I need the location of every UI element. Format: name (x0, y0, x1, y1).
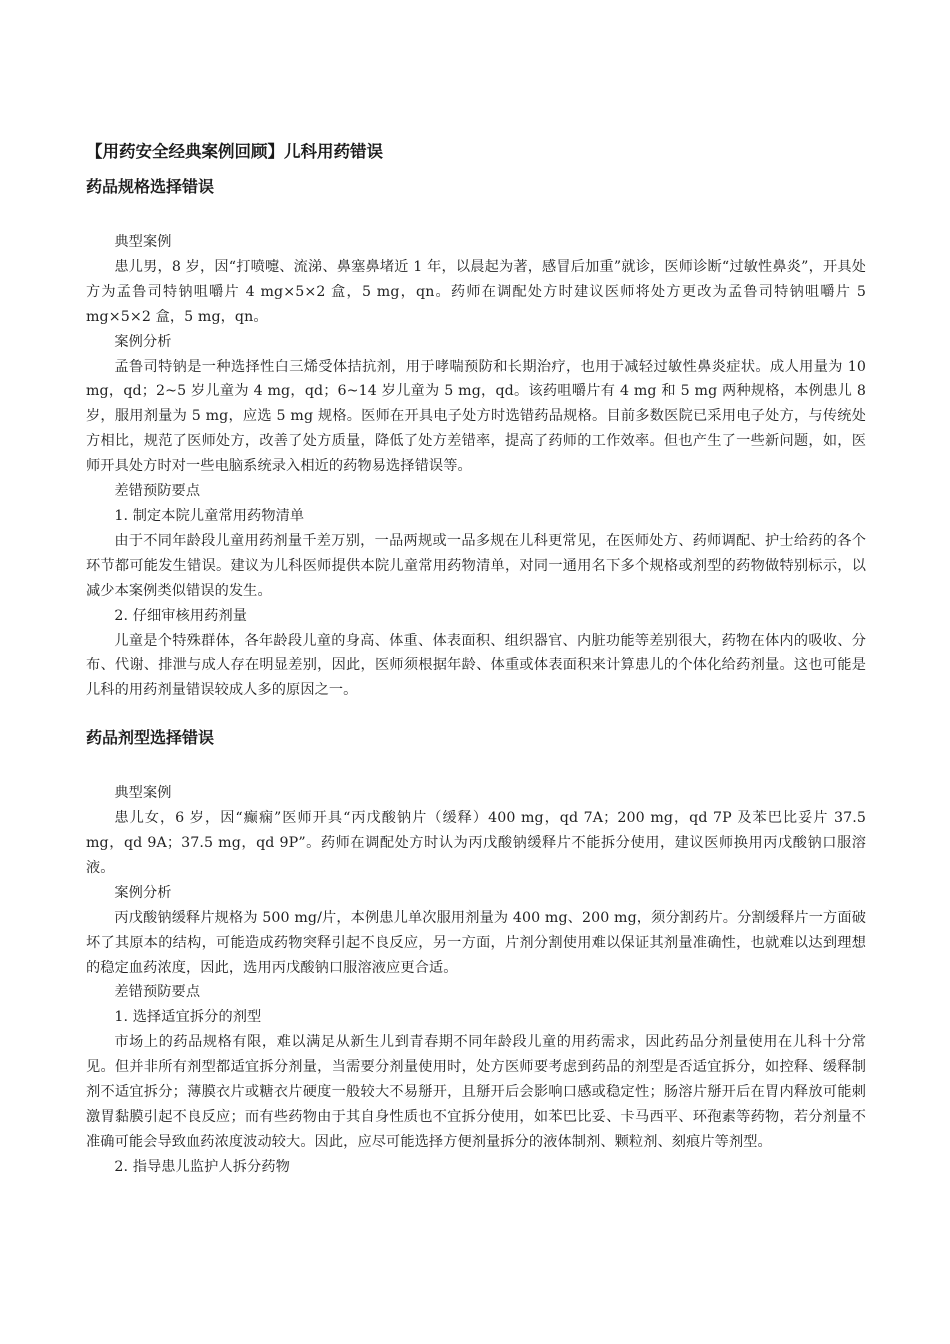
analysis-text: 丙戊酸钠缓释片规格为 500 mg/片，本例患儿单次服用剂量为 400 mg、200 mg，须分割药片。分割缓释片一方面破坏了其原本的结构，可能造成药物突释引起不良反应，另一方面，片剂分割使用难以保证其剂量准确性，也就难以达到理想的稳定血药浓度，因此，选用丙戊酸钠口服溶液应更合适。 (86, 909, 866, 976)
point-title: 1. 制定本院儿童常用药物清单 (114, 507, 305, 524)
analysis-text: 孟鲁司特钠是一种选择性白三烯受体拮抗剂，用于哮喘预防和长期治疗，也用于减轻过敏性鼻炎症状。成人用量为 10 mg，qd；2~5 岁儿童为 4 mg，qd；6~14 岁儿童为 5 mg，qd。该药咀嚼片有 4 mg 和 5 mg 两种规格，本例患儿 8 岁，服用剂量为 5 mg，应选 5 mg 规格。医师在开具电子处方时选错药品规格。目前多数医院已采用电子处方，与传统处方相比，规范了医师处方，改善了处方质量，降低了处方差错率，提高了药师的工作效率。但也产生了一些新问题，如，医师开具处方时对一些电脑系统录入相近的药物易选择错误等。 (86, 358, 866, 475)
point-text: 儿童是个特殊群体，各年龄段儿童的身高、体重、体表面积、组织器官、内脏功能等差别很大，药物在体内的吸收、分布、代谢、排泄与成人存在明显差别，因此，医师须根据年龄、体重或体表面积来计算患儿的个体化给药剂量。这也可能是儿科的用药剂量错误较成人多的原因之一。 (86, 632, 866, 699)
point-title: 2. 指导患儿监护人拆分药物 (114, 1158, 290, 1175)
point-title: 2. 仔细审核用药剂量 (114, 607, 248, 624)
section-title: 药品剂型选择错误 (86, 728, 215, 748)
section-spec-error (86, 174, 866, 703)
case-text: 患儿男，8 岁，因“打喷嚏、流涕、鼻塞鼻堵近 1 年，以晨起为著，感冒后加重”就诊，医师诊断“过敏性鼻炎”，开具处方为孟鲁司特钠咀嚼片 4 mg×5×2 盒，5 mg，qn。药师在调配处方时建议医师将处方更改为孟鲁司特钠咀嚼片 5 mg×5×2 盒，5 mg，qn。 (86, 258, 866, 325)
point-title: 1. 选择适宜拆分的剂型 (114, 1009, 262, 1026)
document-title: 【用药安全经典案例回顾】儿科用药错误 (86, 142, 383, 161)
case-text: 患儿女，6 岁，因“癫痫”医师开具“丙戊酸钠片（缓释）400 mg，qd 7A；200 mg，qd 7P 及苯巴比妥片 37.5 mg，qd 9A；37.5 mg，qd 9P”。药师在调配处方时认为丙戊酸钠缓释片不能拆分使用，建议医师换用丙戊酸钠口服溶液。 (86, 810, 866, 876)
case-label: 典型案例 (114, 234, 172, 250)
case-label: 典型案例 (114, 785, 172, 802)
prevention-label: 差错预防要点 (114, 483, 201, 500)
analysis-label: 案例分析 (114, 333, 172, 350)
section-dosage-form-error (86, 725, 866, 1180)
analysis-label: 案例分析 (114, 884, 172, 901)
point-text: 由于不同年龄段儿童用药剂量千差万别，一品两规或一品多规在儿科更常见，在医师处方、药师调配、护士给药的各个环节都可能发生错误。建议为儿科医师提供本院儿童常用药物清单，对同一通用名下多个规格或剂型的药物做特别标示，以减少本案例类似错误的发生。 (86, 532, 866, 599)
document-page (86, 138, 866, 1180)
point-text: 市场上的药品规格有限，难以满足从新生儿到青春期不同年龄段儿童的用药需求，因此药品分剂量使用在儿科十分常见。但并非所有剂型都适宜拆分剂量，当需要分剂量使用时，处方医师要考虑到药品的剂型是否适宜拆分，如控释、缓释制剂不适宜拆分；薄膜衣片或糖衣片硬度一般较大不易掰开，且掰开后会影响口感或稳定性；肠溶片掰开后在胃内释放可能刺激胃黏膜引起不良反应；而有些药物由于其自身性质也不宜拆分使用，如苯巴比妥、卡马西平、环孢素等药物，若分剂量不准确可能会导致血药浓度波动较大。因此，应尽可能选择方便剂量拆分的液体制剂、颗粒剂、刻痕片等剂型。 (86, 1034, 866, 1150)
section-title: 药品规格选择错误 (86, 177, 215, 196)
prevention-label: 差错预防要点 (114, 984, 201, 1001)
